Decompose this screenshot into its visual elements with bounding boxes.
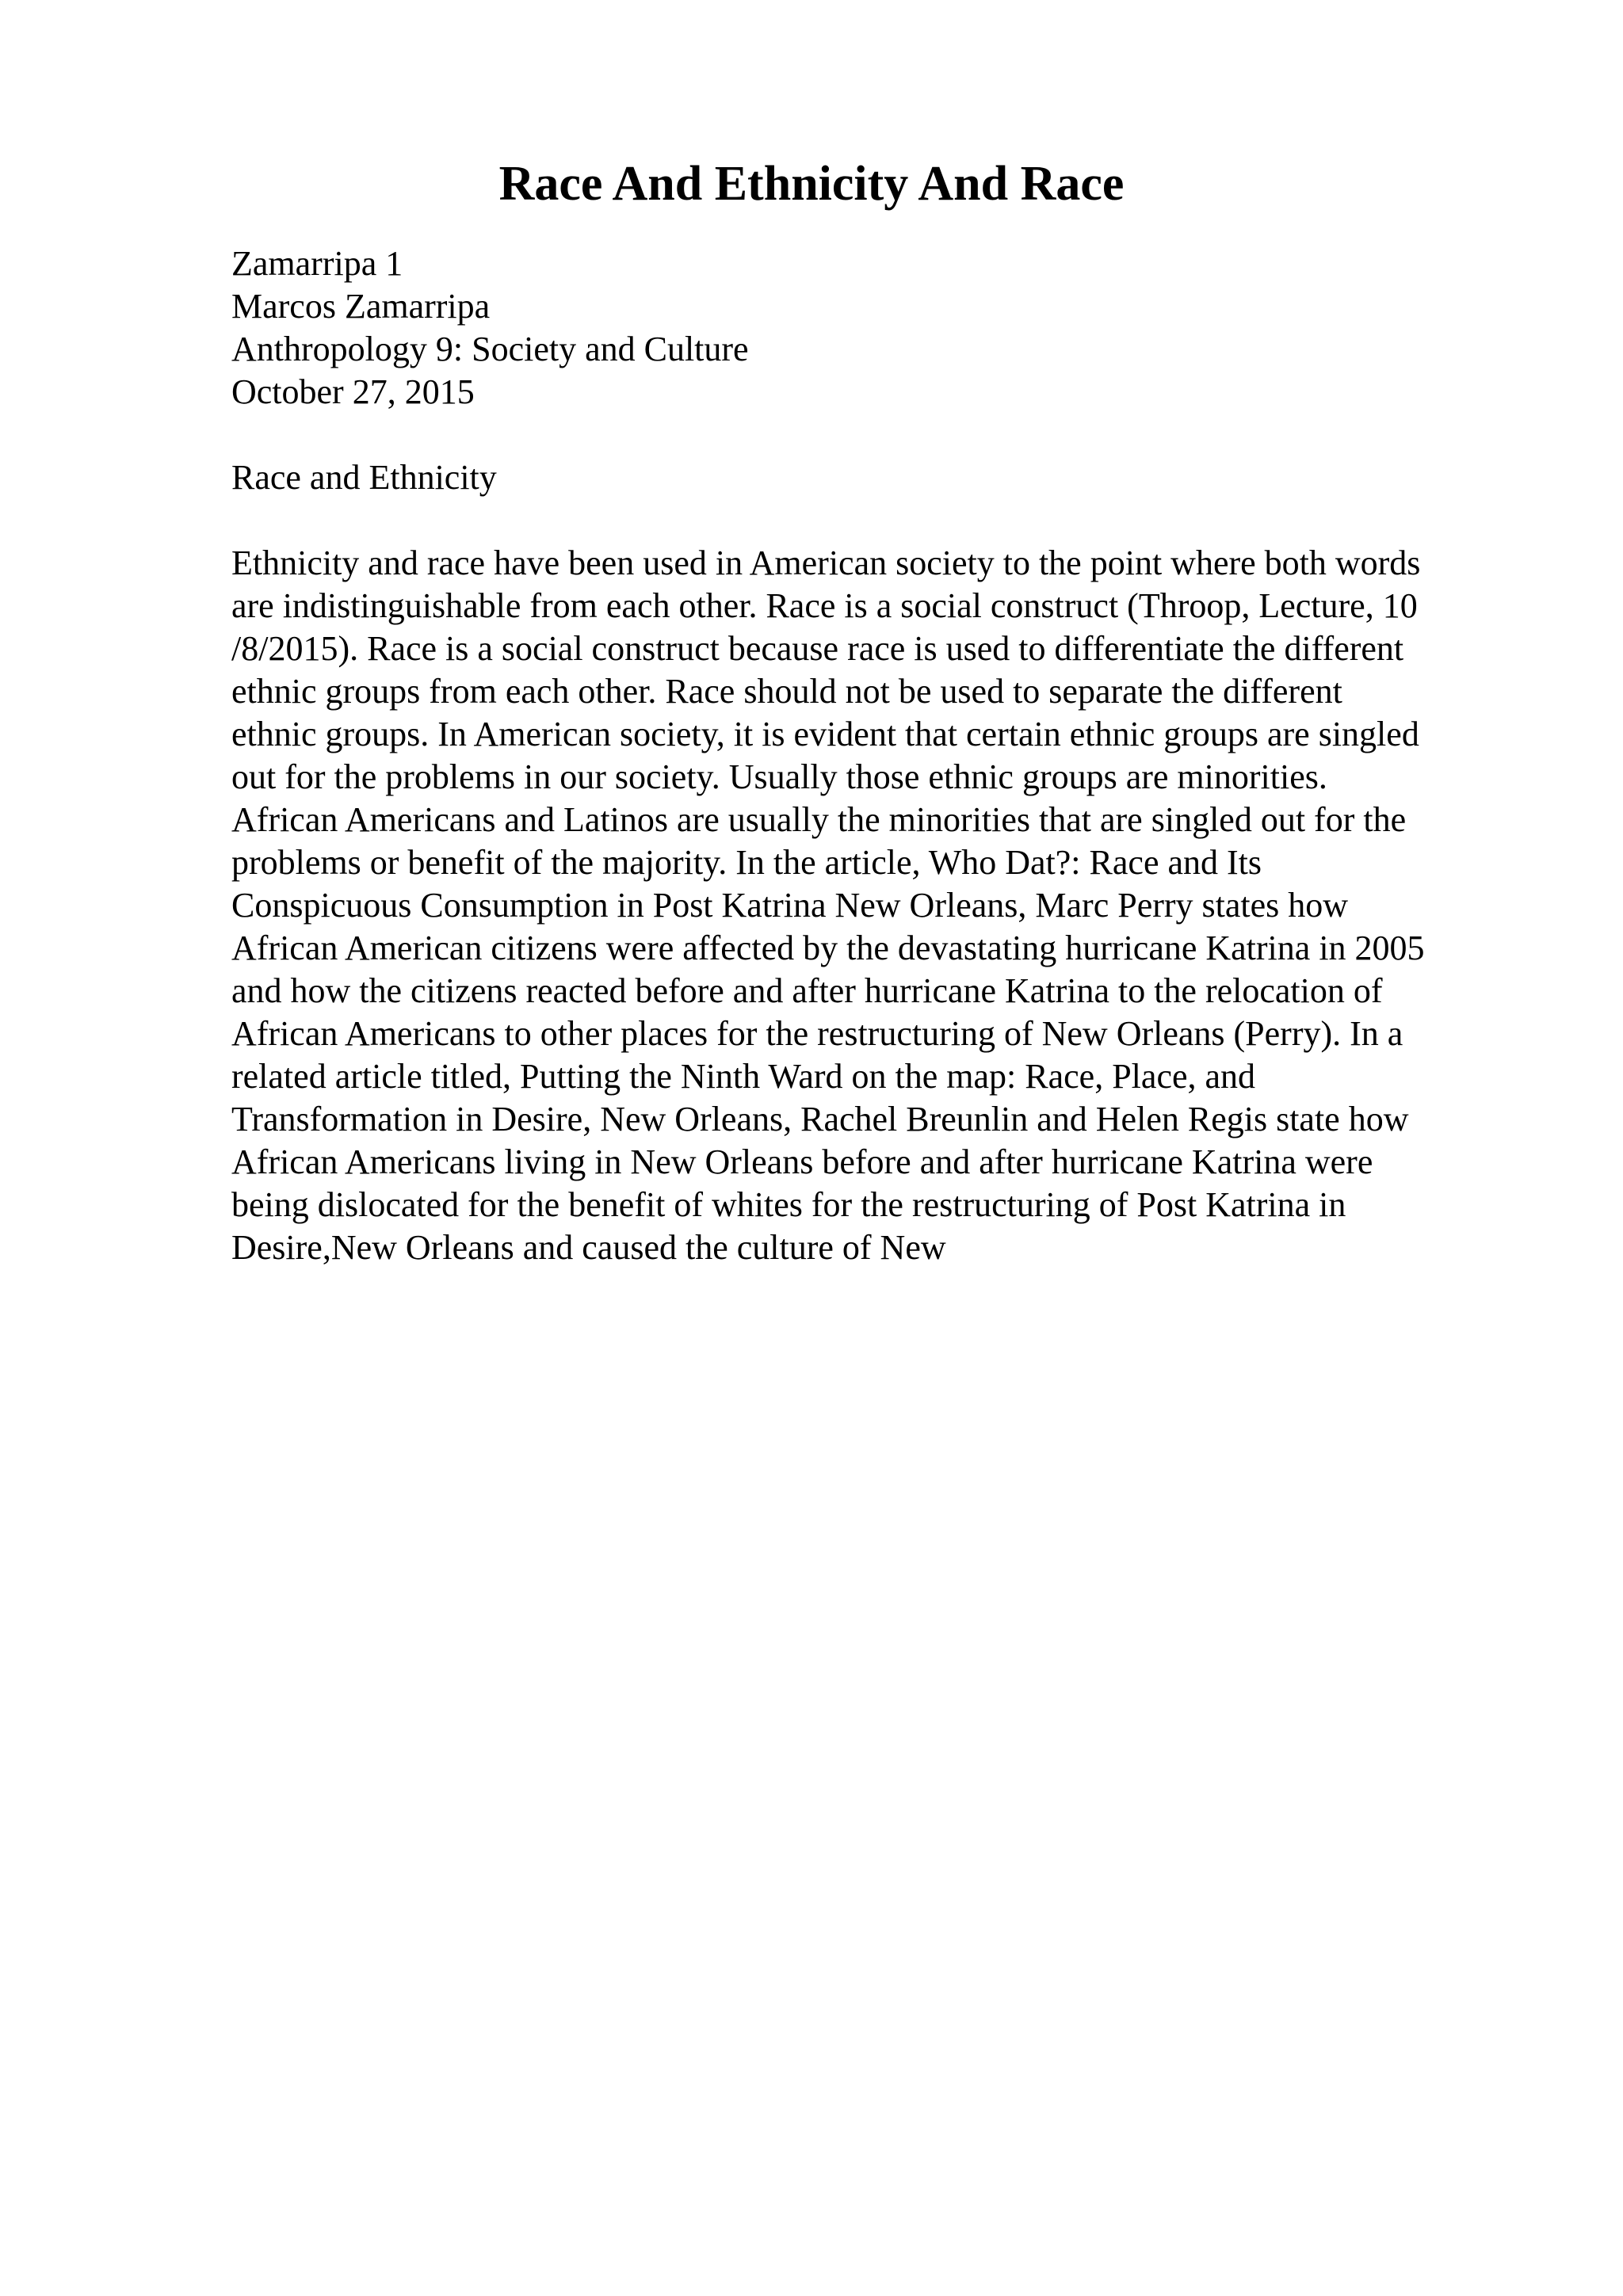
body-line: African American citizens were affected by the devastating hurricane Katrina in 2005 [231, 929, 1425, 967]
body-line: /8/2015). Race is a social construct because race is used to differentiate the different [231, 629, 1404, 668]
section-heading: Race and Ethnicity [231, 458, 497, 497]
document-title: Race And Ethnicity And Race [498, 157, 1125, 211]
body-paragraph [231, 542, 1515, 1269]
header-course: Anthropology 9: Society and Culture [231, 330, 749, 368]
body-line: African Americans and Latinos are usually the minorities that are singled out for the [231, 800, 1407, 839]
body-line: African Americans to other places for the restructuring of New Orleans (Perry). In a [231, 1014, 1403, 1053]
body-line: Conspicuous Consumption in Post Katrina New Orleans, Marc Perry states how [231, 886, 1349, 925]
body-line: Ethnicity and race have been used in American society to the point where both words [231, 543, 1421, 582]
body-line: related article titled, Putting the Ninth Ward on the map: Race, Place, and [231, 1057, 1256, 1096]
header-date: October 27, 2015 [231, 372, 475, 411]
body-line: Desire,New Orleans and caused the culture of New [231, 1228, 946, 1267]
body-line: being dislocated for the benefit of whites for the restructuring of Post Katrina in [231, 1185, 1346, 1224]
body-line: African Americans living in New Orleans before and after hurricane Katrina were [231, 1142, 1373, 1181]
body-line: ethnic groups. In American society, it is evident that certain ethnic groups are singled [231, 715, 1419, 753]
document-content [231, 242, 1515, 1269]
body-line: out for the problems in our society. Usually those ethnic groups are minorities. [231, 757, 1327, 796]
body-line: problems or benefit of the majority. In the article, Who Dat?: Race and Its [231, 843, 1262, 882]
header-page-number: Zamarripa 1 [231, 244, 403, 283]
body-line: are indistinguishable from each other. Race is a social construct (Throop, Lecture, 10 [231, 586, 1418, 625]
header-block [231, 242, 1515, 414]
body-line: and how the citizens reacted before and after hurricane Katrina to the relocation of [231, 971, 1383, 1010]
header-author: Marcos Zamarripa [231, 287, 491, 326]
body-line: Transformation in Desire, New Orleans, Rachel Breunlin and Helen Regis state how [231, 1100, 1409, 1138]
body-line: ethnic groups from each other. Race should not be used to separate the different [231, 672, 1342, 711]
